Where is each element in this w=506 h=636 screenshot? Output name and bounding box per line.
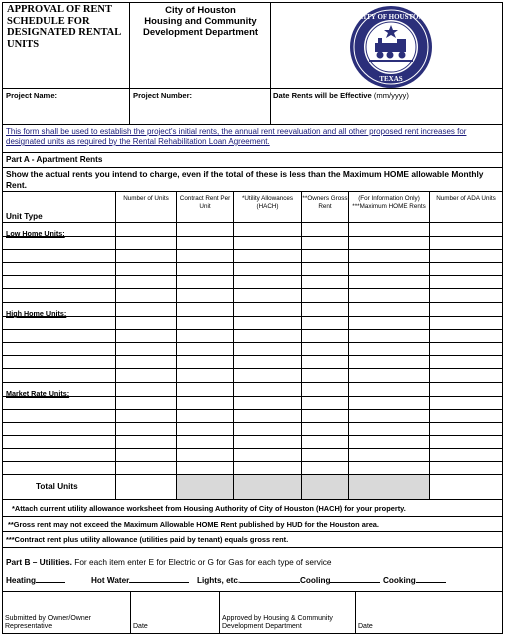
column-header: Number of Units: [123, 195, 169, 202]
table-row-line: [2, 382, 503, 383]
footnote: *Attach current utility allowance worksheet from Housing Authority of City of Houston (HACH) for your property.: [12, 504, 406, 513]
title-line: APPROVAL OF RENT: [7, 4, 113, 15]
table-row-line: [2, 499, 503, 500]
dept-date-label: Date: [358, 623, 373, 630]
table-row-line: [2, 316, 503, 317]
table-row-line: [2, 396, 503, 397]
utility-cooking[interactable]: [383, 576, 446, 585]
shaded-cells: [176, 474, 430, 499]
table-row-line: [2, 329, 503, 330]
divider: [270, 88, 271, 124]
table-row-line: [2, 262, 503, 263]
title-line: UNITS: [7, 38, 40, 50]
owner-signature-label: Submitted by Owner/Owner Representative: [5, 615, 91, 630]
total-units-label: Total Units: [36, 482, 78, 491]
divider: [2, 547, 503, 548]
footnote: ***Contract rent plus utility allowance (utilities paid by tenant) equals gross rent.: [6, 535, 289, 544]
divider: [355, 591, 356, 634]
form-title: [7, 4, 129, 50]
divider: [2, 152, 503, 153]
part-b-instructions: For each item enter E for Electric or G for Gas for each type of service: [74, 557, 332, 567]
project-name-label: Project Name:: [6, 91, 58, 100]
table-column-line: [115, 191, 116, 499]
utility-heating[interactable]: [6, 576, 65, 585]
unit-type-header: Unit Type: [6, 212, 43, 221]
date-format-hint: (mm/yyyy): [373, 91, 409, 100]
divider: [2, 191, 503, 192]
owner-date-label: Date: [133, 623, 148, 630]
footnote: **Gross rent may not exceed the Maximum Allowable HOME Rent published by HUD for the Houston area.: [8, 520, 379, 529]
utility-label: Heating: [6, 576, 37, 585]
table-row-line: [2, 302, 503, 303]
divider: [2, 531, 503, 532]
dept-signature-label: Approved by Housing & Community Development Department: [222, 615, 333, 630]
dept-line: Development Department: [142, 27, 259, 38]
table-column-line: [233, 191, 234, 499]
department-name: [133, 5, 268, 38]
utility-blank[interactable]: [240, 582, 300, 583]
table-row-line: [2, 275, 503, 276]
utility-label: Cooling: [300, 576, 331, 585]
divider: [2, 124, 503, 125]
dept-signature-field[interactable]: [222, 592, 353, 614]
section-label: High Home Units:: [6, 309, 67, 318]
dept-line: City of Houston: [165, 5, 236, 16]
table-row-line: [2, 435, 503, 436]
city-seal-logo: [349, 5, 433, 89]
utility-label: Cooking: [383, 576, 416, 585]
divider: [130, 591, 131, 634]
divider: [270, 2, 271, 88]
table-row-line: [2, 342, 503, 343]
table-row-line: [2, 448, 503, 449]
date-effective-field[interactable]: [273, 104, 499, 120]
table-column-line: [429, 191, 430, 499]
part-b-heading: [6, 557, 332, 567]
table-row-line: [2, 474, 503, 475]
table-row-line: [2, 222, 503, 223]
divider: [219, 591, 220, 634]
utility-label: Hot Water: [91, 576, 130, 585]
table-row-line: [2, 368, 503, 369]
column-header: Contract Rent Per Unit: [179, 195, 231, 210]
table-row-line: [2, 409, 503, 410]
divider: [2, 88, 503, 89]
column-header: **Owners Gross Rent: [302, 195, 348, 210]
part-a-instructions: Show the actual rents you intend to charge, even if the total of these is less than the Maximum HOME allowable Monthly Rent.: [6, 169, 484, 190]
table-row-line: [2, 461, 503, 462]
utility-cooling[interactable]: [300, 576, 380, 585]
column-header: (For Information Only) ***Maximum HOME Rents: [352, 195, 426, 210]
column-header: *Utility Allowances (HACH): [241, 195, 294, 210]
section-label: Low Home Units:: [6, 229, 65, 238]
title-line: SCHEDULE FOR: [7, 15, 90, 27]
section-label: Market Rate Units:: [6, 389, 70, 398]
column-header: Number of ADA Units: [436, 195, 496, 202]
table-row-line: [2, 355, 503, 356]
table-column-line: [301, 191, 302, 499]
utility-blank[interactable]: [129, 582, 189, 583]
part-a-title: Part A - Apartment Rents: [6, 155, 103, 164]
divider: [2, 167, 503, 168]
utility-blank[interactable]: [330, 582, 380, 583]
part-b-title: Part B – Utilities.: [6, 557, 72, 567]
divider: [129, 2, 130, 88]
project-name-field[interactable]: [6, 104, 126, 120]
divider: [2, 516, 503, 517]
table-row-line: [2, 249, 503, 250]
table-row-line: [2, 288, 503, 289]
owner-date-field[interactable]: [133, 592, 217, 614]
date-effective-label: [273, 91, 409, 100]
table-column-line: [176, 191, 177, 499]
table-row-line: [2, 236, 503, 237]
table-column-line: [348, 191, 349, 499]
utility-lights[interactable]: [197, 576, 300, 585]
utility-blank[interactable]: [36, 582, 65, 583]
svg-text:CITY OF HOUSTON: CITY OF HOUSTON: [358, 13, 424, 21]
svg-text:TEXAS: TEXAS: [379, 75, 403, 83]
owner-signature-field[interactable]: [5, 592, 128, 614]
table-row-line: [2, 422, 503, 423]
utility-label: Lights, etc.: [197, 576, 241, 585]
title-line: DESIGNATED RENTAL: [7, 27, 122, 38]
utility-hot-water[interactable]: [91, 576, 189, 585]
dept-line: Housing and Community: [144, 16, 257, 27]
date-effective-text: Date Rents will be Effective: [273, 91, 372, 100]
project-number-label: Project Number:: [133, 91, 193, 100]
project-number-field[interactable]: [133, 104, 266, 120]
intro-text: This form shall be used to establish the project's initial rents, the annual rent reevaluation and all other proposed rent increases for designated units as required by the Rental Rehabilitation Loan Agreement.: [6, 127, 467, 146]
divider: [129, 88, 130, 124]
utility-blank[interactable]: [416, 582, 446, 583]
dept-date-field[interactable]: [358, 592, 501, 614]
